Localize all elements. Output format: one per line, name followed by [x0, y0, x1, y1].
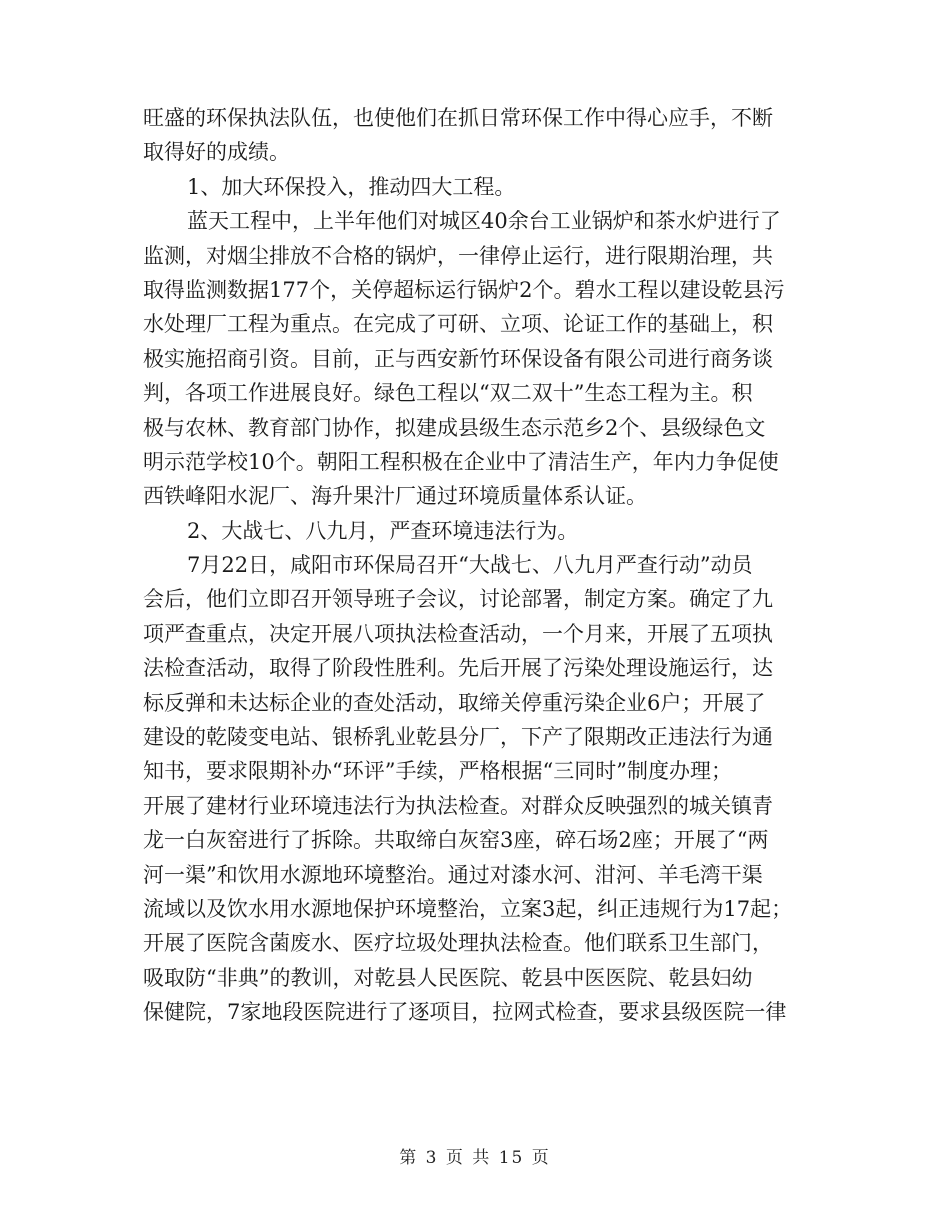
footer-total-pages: 15	[498, 1148, 525, 1168]
text-line: 判，各项工作进展良好。绿色工程以“双二双十”生态工程为主。积	[143, 381, 753, 406]
text-line: 建设的乾陵变电站、银桥乳业乾县分厂，下产了限期改正违法行为通	[143, 725, 773, 750]
text-line: 明示范学校10个。朝阳工程积极在企业中了清洁生产，年内力争促使	[143, 449, 779, 474]
text-line: 1、加大环保投入，推动四大工程。	[187, 174, 516, 199]
text-line: 吸取防“非典”的教训，对乾县人民医院、乾县中医医院、乾县妇幼	[143, 965, 753, 990]
text-line: 开展了建材行业环境违法行为执法检查。对群众反映强烈的城关镇青	[143, 793, 773, 818]
text-line: 会后，他们立即召开领导班子会议，讨论部署，制定方案。确定了九	[143, 587, 773, 612]
body-text	[143, 101, 815, 1030]
text-line: 水处理厂工程为重点。在完成了可研、立项、论证工作的基础上，积	[143, 312, 773, 337]
text-line: 西铁峰阳水泥厂、海升果汁厂通过环境质量体系认证。	[143, 484, 647, 509]
text-line: 龙一白灰窑进行了拆除。共取缔白灰窑3座，碎石场2座；开展了“两	[143, 828, 769, 853]
text-line: 项严查重点，决定开展八项执法检查活动，一个月来，开展了五项执	[143, 621, 773, 646]
text-line: 流域以及饮水用水源地保护环境整治，立案3起，纠正违规行为17起；	[143, 896, 793, 921]
footer-middle: 页 共	[445, 1148, 492, 1168]
text-line: 极与农林、教育部门协作，拟建成县级生态示范乡2个、县级绿色文	[143, 415, 766, 440]
text-line: 标反弹和未达标企业的查处活动，取缔关停重污染企业6户；开展了	[143, 690, 766, 715]
footer-prefix: 第	[399, 1148, 419, 1168]
text-line: 保健院，7家地段医院进行了逐项目，拉网式检查，要求县级医院一律	[143, 1000, 787, 1025]
text-line: 蓝天工程中，上半年他们对城区40余台工业锅炉和茶水炉进行了	[187, 209, 781, 234]
text-line: 极实施招商引资。目前，正与西安新竹环保设备有限公司进行商务谈	[143, 346, 773, 371]
text-line: 2、大战七、八九月，严查环境违法行为。	[187, 518, 579, 543]
text-line: 取得好的成绩。	[143, 140, 290, 165]
page-footer	[0, 1146, 950, 1170]
text-line: 开展了医院含菌废水、医疗垃圾处理执法检查。他们联系卫生部门，	[143, 931, 773, 956]
footer-page-number: 3	[425, 1148, 439, 1168]
text-line: 法检查活动，取得了阶段性胜利。先后开展了污染处理设施运行，达	[143, 656, 773, 681]
text-line: 河一渠”和饮用水源地环境整治。通过对漆水河、泔河、羊毛湾干渠	[143, 862, 763, 887]
footer-suffix: 页	[531, 1148, 551, 1168]
text-line: 监测，对烟尘排放不合格的锅炉，一律停止运行，进行限期治理，共	[143, 243, 773, 268]
text-line: 取得监测数据177个，关停超标运行锅炉2个。碧水工程以建设乾县污	[143, 277, 785, 302]
text-line: 旺盛的环保执法队伍，也使他们在抓日常环保工作中得心应手，不断	[143, 106, 773, 130]
text-line: 7月22日，咸阳市环保局召开“大战七、八九月严查行动”动员	[187, 553, 753, 578]
text-line: 知书，要求限期补办“环评”手续，严格根据“三同时”制度办理；	[143, 759, 732, 784]
